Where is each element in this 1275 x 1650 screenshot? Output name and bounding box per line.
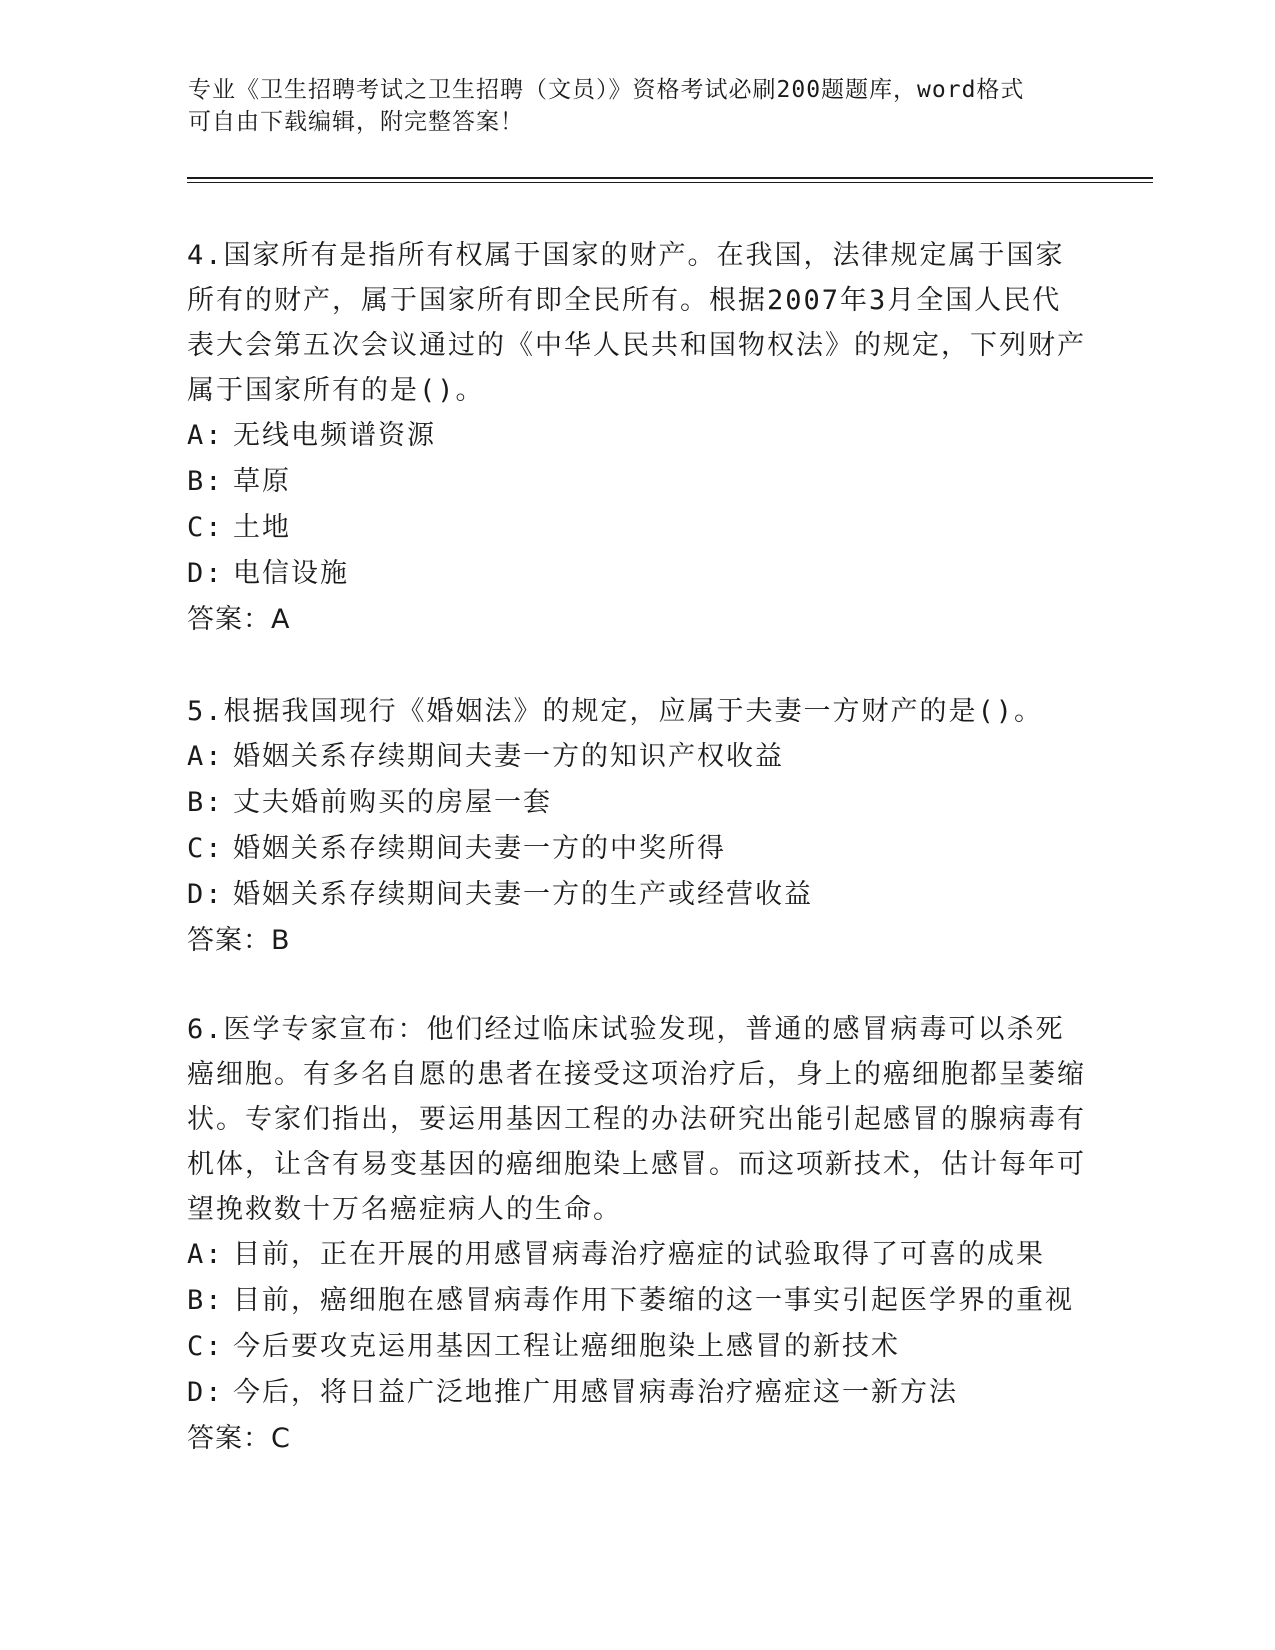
- option-text: 今后，将日益广泛地推广用感冒病毒治疗癌症这一新方法: [233, 1377, 958, 1408]
- option-text: 丈夫婚前购买的房屋一套: [233, 787, 552, 818]
- option-b: [187, 780, 1087, 826]
- question-stem: 6.医学专家宣布：他们经过临床试验发现，普通的感冒病毒可以杀死癌细胞。有多名自愿的患者在接受这项治疗后，身上的癌细胞都呈萎缩状。专家们指出，要运用基因工程的办法研究出能引起感冒的腺病毒有机体，让含有易变基因的癌细胞染上感冒。而这项新技术，估计每年可望挽救数十万名癌症病人的生命。: [187, 1014, 1086, 1225]
- option-text: 无线电频谱资源: [233, 420, 436, 451]
- answer-line: 答案：B: [187, 925, 291, 956]
- question-6: [187, 1007, 1087, 1462]
- option-letter: C:: [187, 833, 224, 864]
- header-title-line2: 可自由下载编辑，附完整答案！: [188, 109, 524, 135]
- option-c: [187, 826, 1087, 872]
- option-letter: C:: [187, 1331, 224, 1362]
- option-text: 婚姻关系存续期间夫妻一方的生产或经营收益: [233, 879, 813, 910]
- answer-line: 答案：A: [187, 604, 291, 635]
- option-letter: A:: [187, 1239, 224, 1270]
- option-letter: C:: [187, 512, 224, 543]
- option-a: [187, 734, 1087, 780]
- option-text: 婚姻关系存续期间夫妻一方的中奖所得: [233, 833, 726, 864]
- option-text: 电信设施: [233, 558, 349, 589]
- question-stem: 5.根据我国现行《婚姻法》的规定，应属于夫妻一方财产的是()。: [187, 696, 1044, 727]
- document-header: [188, 74, 1088, 138]
- option-text: 婚姻关系存续期间夫妻一方的知识产权收益: [233, 741, 784, 772]
- option-d: [187, 1370, 1087, 1416]
- option-text: 目前，正在开展的用感冒病毒治疗癌症的试验取得了可喜的成果: [233, 1239, 1045, 1270]
- option-letter: D:: [187, 1377, 224, 1408]
- option-letter: B:: [187, 466, 224, 497]
- header-title-line1: 专业《卫生招聘考试之卫生招聘（文员）》资格考试必刷200题题库，word格式: [188, 77, 1025, 103]
- option-letter: A:: [187, 741, 224, 772]
- option-text: 目前，癌细胞在感冒病毒作用下萎缩的这一事实引起医学界的重视: [233, 1285, 1074, 1316]
- question-4: [187, 233, 1087, 643]
- option-a: [187, 413, 1087, 459]
- question-stem: 4.国家所有是指所有权属于国家的财产。在我国，法律规定属于国家所有的财产，属于国家所有即全民所有。根据2007年3月全国人民代表大会第五次会议通过的《中华人民共和国物权法》的规定，下列财产属于国家所有的是()。: [187, 240, 1086, 406]
- option-letter: B:: [187, 787, 224, 818]
- option-c: [187, 1324, 1087, 1370]
- option-letter: D:: [187, 558, 224, 589]
- option-b: [187, 459, 1087, 505]
- header-divider-thin: [187, 182, 1153, 183]
- question-5: [187, 689, 1087, 964]
- option-b: [187, 1278, 1087, 1324]
- option-d: [187, 872, 1087, 918]
- option-a: [187, 1232, 1087, 1278]
- option-letter: D:: [187, 879, 224, 910]
- option-text: 草原: [233, 466, 291, 497]
- option-letter: A:: [187, 420, 224, 451]
- answer-line: 答案：C: [187, 1423, 291, 1454]
- option-text: 土地: [233, 512, 291, 543]
- option-letter: B:: [187, 1285, 224, 1316]
- option-d: [187, 551, 1087, 597]
- option-c: [187, 505, 1087, 551]
- option-text: 今后要攻克运用基因工程让癌细胞染上感冒的新技术: [233, 1331, 900, 1362]
- header-divider-thick: [187, 177, 1153, 179]
